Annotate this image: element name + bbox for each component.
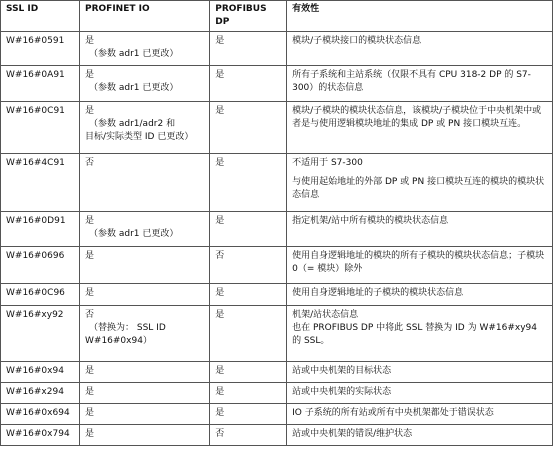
profinet-cell (80, 212, 210, 247)
table-row (1, 66, 553, 102)
header-profibus-dp: PROFIBUS DP (210, 1, 287, 32)
validity-text: 指定机架/站中所有模块的模块状态信息 (292, 216, 449, 226)
validity-cell (287, 362, 553, 383)
ssl-id-cell: W#16#0x694 (1, 404, 80, 425)
validity-text: 机架/站状态信息 (292, 310, 359, 320)
profinet-cell (80, 154, 210, 212)
validity-text: 站或中央机架的错误/维护状态 (292, 429, 413, 439)
validity-text: IO 子系统的所有站或所有中央机架都处于错误状态 (292, 408, 494, 418)
profinet-cell (80, 284, 210, 306)
profibus-cell: 是 (210, 383, 287, 404)
profinet-value: 否 (85, 158, 95, 168)
profinet-note: （参数 adr1/adr2 和 (89, 119, 176, 129)
table-row (1, 102, 553, 154)
profibus-cell: 是 (210, 284, 287, 306)
header-validity: 有效性 (287, 1, 553, 32)
table-row (1, 425, 553, 446)
validity-text: 站或中央机架的目标状态 (292, 366, 392, 376)
profibus-cell: 是 (210, 102, 287, 154)
profinet-note: （参数 adr1 已更改） (89, 83, 179, 93)
profinet-note: （参数 adr1 已更改） (89, 49, 179, 59)
validity-text: 也在 PROFIBUS DP 中将此 SSL 替换为 ID 为 W#16#xy94 的 SSL。 (292, 323, 537, 346)
table-row (1, 383, 553, 404)
profinet-value: 是 (85, 36, 95, 46)
validity-text: 使用自身逻辑地址的子模块的模块状态信息 (292, 288, 464, 298)
validity-text: 模块/子模块的模块状态信息，该模块/子模块位于中央机架中或者是与使用逻辑模块地址的集成 DP 或 PN 接口模块互连。 (292, 106, 542, 129)
profinet-cell (80, 66, 210, 102)
ssl-id-cell: W#16#0A91 (1, 66, 80, 102)
profinet-value: 是 (85, 408, 95, 418)
profinet-cell (80, 247, 210, 284)
validity-text: 使用自身逻辑地址的模块的所有子模块的模块状态信息；子模块 0（= 模块）除外 (292, 251, 545, 274)
header-ssl-id: SSL ID (1, 1, 80, 32)
ssl-id-cell: W#16#0C91 (1, 102, 80, 154)
profinet-value: 是 (85, 366, 95, 376)
profinet-value: 否 (85, 310, 95, 320)
ssl-id-cell: W#16#0D91 (1, 212, 80, 247)
validity-text: 站或中央机架的实际状态 (292, 387, 392, 397)
table-row (1, 154, 553, 212)
header-row (1, 1, 553, 32)
profinet-cell (80, 404, 210, 425)
validity-cell (287, 66, 553, 102)
profinet-value: 是 (85, 251, 95, 261)
table-row (1, 306, 553, 362)
profibus-cell: 否 (210, 425, 287, 446)
validity-cell (287, 284, 553, 306)
validity-text: 所有子系统和主站系统（仅限不具有 CPU 318-2 DP 的 S7-300）的状态信息 (292, 70, 531, 93)
profibus-cell: 是 (210, 306, 287, 362)
profinet-note: 目标/实际类型 ID 已更改） (85, 132, 194, 142)
profinet-note: W#16#0x94） (85, 336, 152, 346)
profinet-note: （替换为： SSL ID (89, 323, 166, 333)
profinet-value: 是 (85, 216, 95, 226)
table-row (1, 212, 553, 247)
table-row (1, 404, 553, 425)
validity-cell (287, 404, 553, 425)
profibus-cell: 是 (210, 154, 287, 212)
validity-cell (287, 32, 553, 66)
validity-cell (287, 212, 553, 247)
ssl-id-cell: W#16#0x794 (1, 425, 80, 446)
table-row (1, 362, 553, 383)
profinet-cell (80, 383, 210, 404)
profibus-cell: 否 (210, 247, 287, 284)
profinet-value: 是 (85, 429, 95, 439)
profinet-cell (80, 32, 210, 66)
validity-cell (287, 102, 553, 154)
profinet-cell (80, 362, 210, 383)
validity-cell (287, 383, 553, 404)
validity-cell (287, 247, 553, 284)
table-row (1, 284, 553, 306)
ssl-id-cell: W#16#0C96 (1, 284, 80, 306)
validity-cell (287, 425, 553, 446)
table-row (1, 32, 553, 66)
table-row (1, 247, 553, 284)
profibus-cell: 是 (210, 362, 287, 383)
validity-cell (287, 306, 553, 362)
ssl-id-cell: W#16#4C91 (1, 154, 80, 212)
profinet-value: 是 (85, 106, 95, 116)
profinet-note: （参数 adr1 已更改） (89, 229, 179, 239)
validity-cell (287, 154, 553, 212)
profibus-cell: 是 (210, 32, 287, 66)
ssl-id-cell: W#16#0x94 (1, 362, 80, 383)
profinet-cell (80, 102, 210, 154)
validity-text: 与使用起始地址的外部 DP 或 PN 接口模块互连的模块的模块状态信息 (292, 177, 545, 200)
ssl-id-cell: W#16#xy92 (1, 306, 80, 362)
profinet-cell (80, 425, 210, 446)
profibus-cell: 是 (210, 212, 287, 247)
profinet-value: 是 (85, 387, 95, 397)
ssl-id-cell: W#16#x294 (1, 383, 80, 404)
profinet-value: 是 (85, 288, 95, 298)
ssl-id-cell: W#16#0696 (1, 247, 80, 284)
validity-text: 模块/子模块接口的模块状态信息 (292, 36, 422, 46)
header-profinet-io: PROFINET IO (80, 1, 210, 32)
profinet-cell (80, 306, 210, 362)
profinet-value: 是 (85, 70, 95, 80)
ssl-id-cell: W#16#0591 (1, 32, 80, 66)
validity-text: 不适用于 S7-300 (292, 158, 363, 168)
profibus-cell: 是 (210, 404, 287, 425)
profibus-cell: 是 (210, 66, 287, 102)
